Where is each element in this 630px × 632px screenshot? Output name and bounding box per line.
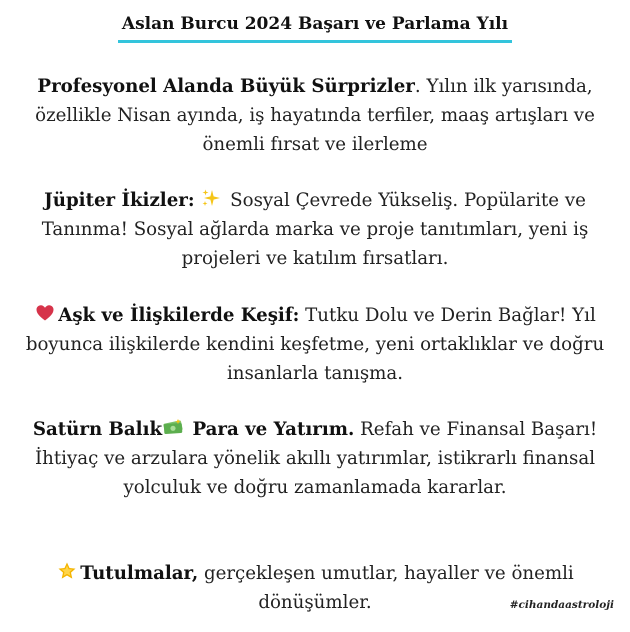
sparkles-icon: [201, 188, 221, 208]
section-heading: Jüpiter İkizler:: [44, 190, 195, 211]
money-icon: [163, 417, 183, 437]
section-text: Tutku Dolu ve Derin Bağlar! Yıl boyunca ilişkilerde kendini keşfetme, yeni ortaklıklar ve doğru insanlarla tanışma.: [25, 305, 605, 384]
section-text: Refah ve Finansal Başarı! İhtiyaç ve arzulara yönelik akıllı yatırımlar, istikrarlı finansal yolculuk ve doğru zamanlamada kararlar.: [34, 419, 598, 498]
section-jupiter: [10, 186, 620, 273]
section-heading: Aşk ve İlişkilerde Keşif:: [58, 305, 300, 326]
section-professional: [10, 72, 620, 159]
section-heading-part2: Para ve Yatırım.: [186, 419, 355, 440]
section-text: Sosyal Çevrede Yükseliş. Popülarite ve Tanınma! Sosyal ağlarda marka ve proje tanıtımları, yeni iş projeleri ve katılım fırsatları.: [41, 190, 589, 269]
page-title: Aslan Burcu 2024 Başarı ve Parlama Yılı: [118, 14, 512, 43]
section-saturn: [10, 415, 620, 502]
section-love: [10, 301, 620, 388]
section-heading: Profesyonel Alanda Büyük Sürprizler: [37, 76, 415, 97]
section-heading: Tutulmalar,: [80, 563, 199, 584]
section-text: gerçekleşen umutlar, hayaller ve önemli dönüşümler.: [198, 563, 574, 613]
section-heading-part1: Satürn Balık: [32, 419, 163, 440]
heart-icon: [35, 303, 55, 323]
hashtag-watermark: #cihandaastroloji: [509, 599, 614, 611]
section-text: . Yılın ilk yarısında, özellikle Nisan ayında, iş hayatında terfiler, maaş artışları ve önemli fırsat ve ilerleme: [35, 76, 595, 155]
star-icon: [57, 561, 77, 581]
title-container: [0, 14, 630, 43]
